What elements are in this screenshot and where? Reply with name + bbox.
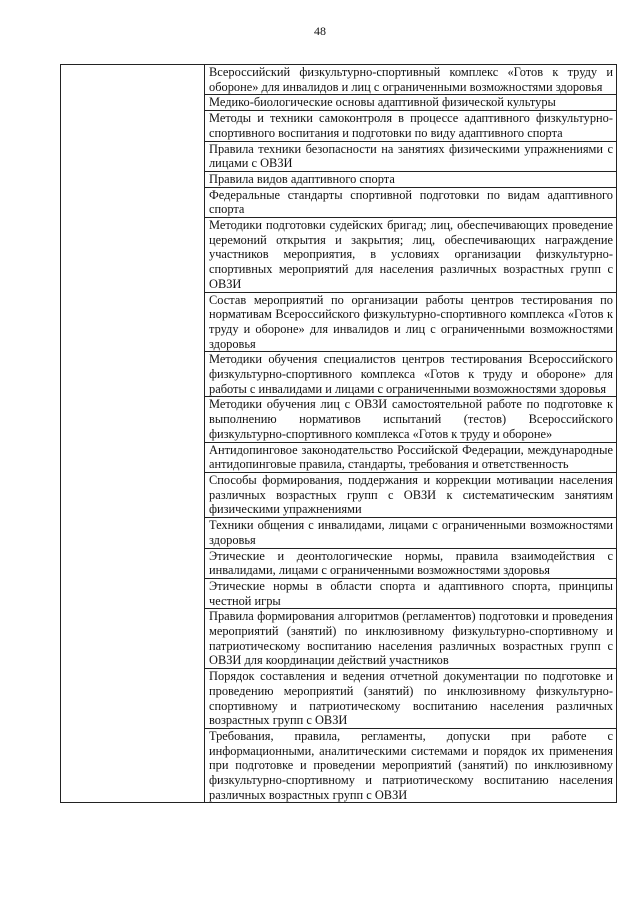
table-cell: Правила видов адаптивного спорта: [205, 171, 617, 187]
table-cell: Антидопинговое законодательство Российской Федерации, международные антидопинговые правила, стандарты, требования и ответственность: [205, 442, 617, 472]
table-cell: Медико-биологические основы адаптивной физической культуры: [205, 95, 617, 111]
table-cell: Техники общения с инвалидами, лицами с ограниченными возможностями здоровья: [205, 518, 617, 548]
table-row: [61, 65, 617, 95]
table-cell: Методы и техники самоконтроля в процессе адаптивного физкультурно-спортивного воспитания и подготовки по виду адаптивного спорта: [205, 111, 617, 141]
table-cell: Методики обучения специалистов центров тестирования Всероссийского физкультурно-спортивного комплекса «Готов к труду и обороне» для работы с инвалидами и лицами с ограниченными возможностями здоровья: [205, 352, 617, 397]
table-cell: Этические нормы в области спорта и адаптивного спорта, принципы честной игры: [205, 578, 617, 608]
table-cell: Правила формирования алгоритмов (регламентов) подготовки и проведения мероприятий (занятий) по инклюзивному физкультурно-спортивному и патриотическому воспитанию населения различных возрастных групп с ОВЗИ для координации действий участников: [205, 609, 617, 669]
page-number: 48: [314, 24, 326, 38]
table-cell: Способы формирования, поддержания и коррекции мотивации населения различных возрастных групп с ОВЗИ к систематическим занятиям физическими упражнениями: [205, 472, 617, 517]
table-cell: Требования, правила, регламенты, допуски при работе с информационными, аналитическими системами и порядок их применения при подготовке и проведении мероприятий (занятий) по инклюзивному физкультурно-спортивному и патриотическому воспитанию населения различных возрастных групп с ОВЗИ: [205, 728, 617, 803]
table-cell: Состав мероприятий по организации работы центров тестирования по нормативам Всероссийского физкультурно-спортивного комплекса «Готов к труду и обороне» для инвалидов и лиц с ограниченными возможностями здоровья: [205, 292, 617, 352]
table-cell: Федеральные стандарты спортивной подготовки по видам адаптивного спорта: [205, 187, 617, 217]
knowledge-table: [60, 64, 617, 803]
table-cell: Порядок составления и ведения отчетной документации по подготовке и проведению мероприятий (занятий) по инклюзивному физкультурно-спортивному и патриотическому воспитанию населения различных возрастных групп с ОВЗИ: [205, 669, 617, 729]
table-cell: Этические и деонтологические нормы, правила взаимодействия с инвалидами, лицами с ограниченными возможностями здоровья: [205, 548, 617, 578]
table-cell: Всероссийский физкультурно-спортивный комплекс «Готов к труду и обороне» для инвалидов и лиц с ограниченными возможностями здоровья: [205, 65, 617, 95]
table-cell: Методики обучения лиц с ОВЗИ самостоятельной работе по подготовке к выполнению нормативов испытаний (тестов) Всероссийского физкультурно-спортивного комплекса «Готов к труду и обороне»: [205, 397, 617, 442]
table-cell: Правила техники безопасности на занятиях физическими упражнениями с лицами с ОВЗИ: [205, 141, 617, 171]
table-cell: Методики подготовки судейских бригад; лиц, обеспечивающих проведение церемоний открытия и закрытия; лиц, обеспечивающих награждение участников мероприятия, в условиях организации физкультурно-спортивных мероприятий для населения различных возрастных групп с ОВЗИ: [205, 218, 617, 293]
left-column-cell: [61, 65, 205, 803]
